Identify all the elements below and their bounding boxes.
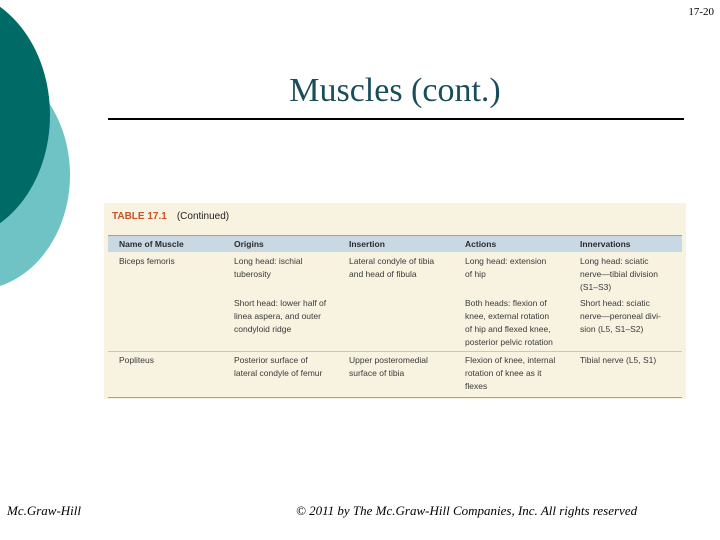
row-divider (108, 351, 682, 352)
row3-muscle: Popliteus (119, 355, 154, 365)
table-bottom-rule (108, 397, 682, 398)
slide-title: Muscles (cont.) (289, 72, 501, 109)
row3-insertion: Upper posteromedial surface of tibia (349, 355, 428, 378)
row2-origin: Short head: lower half of linea aspera, and outer condyloid ridge (234, 298, 327, 334)
row3-origin: Posterior surface of lateral condyle of femur (234, 355, 323, 378)
header-muscle-name: Name of Muscle (119, 239, 184, 249)
muscle-table (104, 203, 686, 399)
title-divider (108, 118, 684, 120)
row1-innervation: Long head: sciatic nerve—tibial division (S1–S3) (580, 256, 658, 292)
table-header-row (108, 235, 682, 252)
footer-publisher: Mc.Graw-Hill (7, 503, 82, 518)
table-number: TABLE 17.1 (112, 211, 167, 222)
header-innervations: Innervations (580, 239, 631, 249)
footer-copyright: © 2011 by The Mc.Graw-Hill Companies, Inc. All rights reserved (296, 503, 638, 518)
row3-innervation: Tibial nerve (L5, S1) (580, 355, 657, 365)
row3-action: Flexion of knee, internal rotation of knee as it flexes (465, 355, 556, 391)
row1-origin: Long head: ischial tuberosity (234, 256, 303, 279)
table-continued-label: (Continued) (176, 211, 230, 222)
row1-insertion: Lateral condyle of tibia and head of fibula (349, 256, 435, 279)
page-number: 17-20 (688, 6, 714, 18)
row1-muscle: Biceps femoris (119, 256, 175, 266)
row2-action: Both heads: flexion of knee, external rotation of hip and flexed knee, posterior pelvic rotation (465, 298, 553, 347)
header-actions: Actions (465, 239, 497, 249)
header-insertion: Insertion (349, 239, 385, 249)
header-origins: Origins (234, 239, 264, 249)
row2-innervation: Short head: sciatic nerve—peroneal divi- sion (L5, S1–S2) (580, 298, 661, 334)
table-caption (112, 211, 229, 222)
row1-action: Long head: extension of hip (465, 256, 547, 279)
